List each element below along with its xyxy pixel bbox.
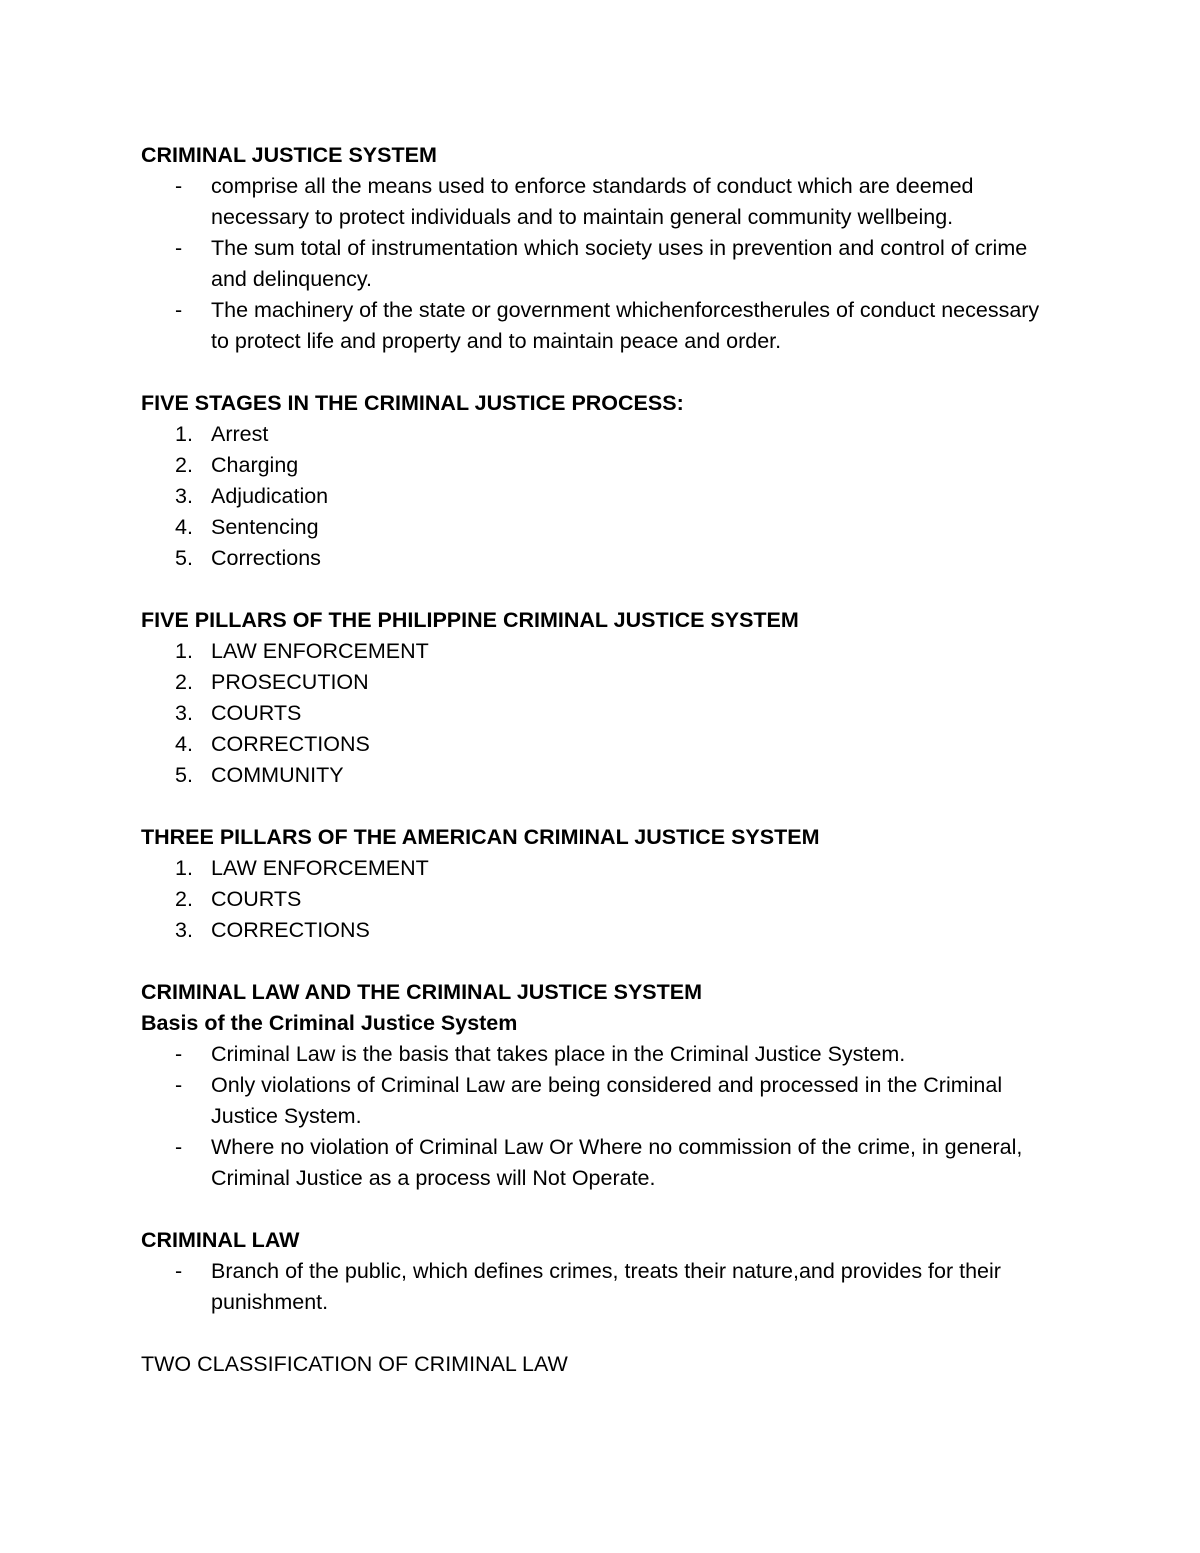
section-heading: TWO CLASSIFICATION OF CRIMINAL LAW	[141, 1352, 568, 1376]
list-item	[141, 171, 1061, 233]
dash-marker: -	[175, 1135, 183, 1159]
section-criminal-law	[141, 1225, 1061, 1318]
section-heading: CRIMINAL JUSTICE SYSTEM	[141, 143, 437, 167]
section-heading: CRIMINAL LAW	[141, 1228, 300, 1252]
number-marker: 3.	[175, 701, 193, 725]
section-subheading: Basis of the Criminal Justice System	[141, 1011, 518, 1035]
list-item-text: Only violations of Criminal Law are being considered and processed in the Criminal Justice System.	[211, 1073, 1003, 1128]
list-item-text: Sentencing	[211, 515, 319, 539]
number-marker: 1.	[175, 639, 193, 663]
list-item	[141, 853, 1061, 884]
list-item-text: PROSECUTION	[211, 670, 369, 694]
number-marker: 3.	[175, 484, 193, 508]
list-item	[141, 636, 1061, 667]
section-criminal-justice-system	[141, 140, 1061, 357]
number-marker: 5.	[175, 763, 193, 787]
list-item	[141, 915, 1061, 946]
document-content	[141, 140, 1061, 1411]
list-item	[141, 512, 1061, 543]
list-item-text: Adjudication	[211, 484, 329, 508]
number-marker: 4.	[175, 732, 193, 756]
list-item	[141, 729, 1061, 760]
section-american-pillars	[141, 822, 1061, 946]
list-item	[141, 1070, 1061, 1132]
list-item-text: The machinery of the state or government whichenforcestherules of conduct necessary to protect life and property and to maintain peace and order.	[211, 298, 1040, 353]
section-two-classification	[141, 1349, 1061, 1380]
dash-marker: -	[175, 1042, 183, 1066]
list-item-text: COURTS	[211, 887, 302, 911]
list-item	[141, 543, 1061, 574]
list-item-text: Criminal Law is the basis that takes place in the Criminal Justice System.	[211, 1042, 906, 1066]
list-item	[141, 1039, 1061, 1070]
section-philippine-pillars	[141, 605, 1061, 791]
list-item	[141, 419, 1061, 450]
list-item-text: COURTS	[211, 701, 302, 725]
number-marker: 2.	[175, 887, 193, 911]
number-marker: 5.	[175, 546, 193, 570]
dash-marker: -	[175, 236, 183, 260]
list-item-text: Charging	[211, 453, 299, 477]
dash-marker: -	[175, 174, 183, 198]
section-heading: FIVE PILLARS OF THE PHILIPPINE CRIMINAL JUSTICE SYSTEM	[141, 608, 799, 632]
list-item	[141, 295, 1061, 357]
number-marker: 3.	[175, 918, 193, 942]
list-item	[141, 233, 1061, 295]
list-item-text: LAW ENFORCEMENT	[211, 639, 429, 663]
list-item	[141, 884, 1061, 915]
list-item	[141, 1256, 1061, 1318]
number-marker: 1.	[175, 422, 193, 446]
section-heading: THREE PILLARS OF THE AMERICAN CRIMINAL JUSTICE SYSTEM	[141, 825, 820, 849]
number-marker: 4.	[175, 515, 193, 539]
section-heading: FIVE STAGES IN THE CRIMINAL JUSTICE PROCESS:	[141, 391, 684, 415]
section-criminal-law-and-cjs	[141, 977, 1061, 1194]
numbered-list	[141, 636, 1061, 791]
list-item	[141, 760, 1061, 791]
list-item-text: Branch of the public, which defines crimes, treats their nature,and provides for their punishment.	[211, 1259, 1001, 1314]
numbered-list	[141, 419, 1061, 574]
list-item	[141, 698, 1061, 729]
number-marker: 2.	[175, 453, 193, 477]
list-item-text: COMMUNITY	[211, 763, 344, 787]
list-item-text: CORRECTIONS	[211, 918, 370, 942]
section-heading: CRIMINAL LAW AND THE CRIMINAL JUSTICE SYSTEM	[141, 980, 703, 1004]
number-marker: 1.	[175, 856, 193, 880]
section-five-stages	[141, 388, 1061, 574]
bullet-list	[141, 171, 1061, 357]
list-item-text: Corrections	[211, 546, 321, 570]
list-item-text: The sum total of instrumentation which society uses in prevention and control of crime and delinquency.	[211, 236, 1028, 291]
list-item-text: CORRECTIONS	[211, 732, 370, 756]
list-item	[141, 450, 1061, 481]
dash-marker: -	[175, 298, 183, 322]
list-item	[141, 667, 1061, 698]
list-item-text: Arrest	[211, 422, 269, 446]
numbered-list	[141, 853, 1061, 946]
list-item-text: LAW ENFORCEMENT	[211, 856, 429, 880]
list-item-text: comprise all the means used to enforce standards of conduct which are deemed necessary to protect individuals and to maintain general community wellbeing.	[211, 174, 974, 229]
list-item	[141, 481, 1061, 512]
bullet-list	[141, 1039, 1061, 1194]
list-item	[141, 1132, 1061, 1194]
list-item-text: Where no violation of Criminal Law Or Where no commission of the crime, in general, Criminal Justice as a process will Not Operate.	[211, 1135, 1023, 1190]
bullet-list	[141, 1256, 1061, 1318]
dash-marker: -	[175, 1073, 183, 1097]
dash-marker: -	[175, 1259, 183, 1283]
number-marker: 2.	[175, 670, 193, 694]
